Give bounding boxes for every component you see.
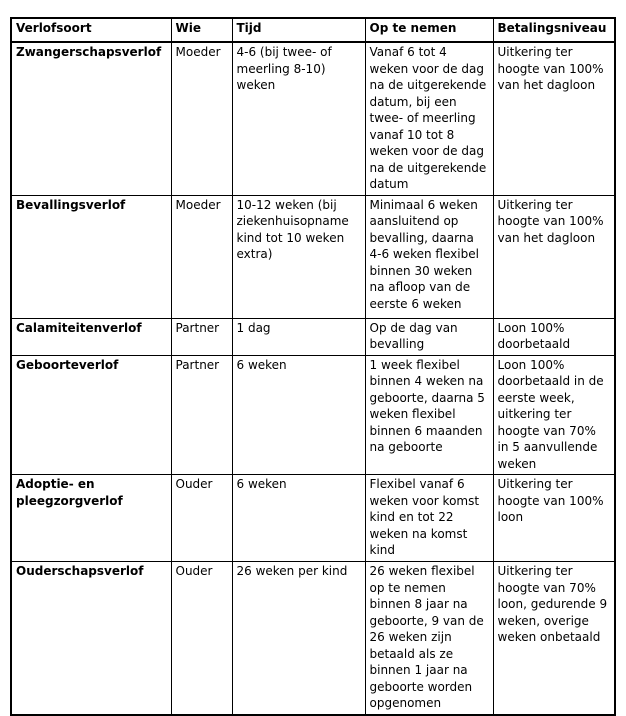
table-row-zwangerschapsverlof (11, 42, 615, 195)
cell-op-te-nemen: Minimaal 6 weken aansluitend op bevalling, daarna 4-6 weken flexibel binnen 30 weken na afloop van de eerste 6 weken (365, 195, 493, 318)
verlof-table (10, 17, 616, 716)
table-row-adoptie-en-pleegzorgverlof (11, 475, 615, 562)
cell-tijd: 4-6 (bij twee- of meerling 8-10) weken (232, 42, 365, 195)
cell-verlofsoort: Zwangerschapsverlof (11, 42, 171, 195)
cell-betalingsniveau: Uitkering ter hoogte van 100% van het dagloon (493, 195, 615, 318)
table-row-calamiteitenverlof (11, 318, 615, 355)
cell-wie: Ouder (171, 475, 232, 562)
cell-wie: Moeder (171, 195, 232, 318)
cell-betalingsniveau: Uitkering ter hoogte van 100% van het dagloon (493, 42, 615, 195)
cell-verlofsoort: Adoptie- en pleegzorgverlof (11, 475, 171, 562)
cell-betalingsniveau: Loon 100% doorbetaald in de eerste week, uitkering ter hoogte van 70% in 5 aanvullende weken (493, 355, 615, 475)
table-row-ouderschapsverlof (11, 562, 615, 715)
cell-verlofsoort: Bevallingsverlof (11, 195, 171, 318)
cell-tijd: 6 weken (232, 355, 365, 475)
table-row-bevallingsverlof (11, 195, 615, 318)
column-header-tijd: Tijd (232, 18, 365, 42)
cell-verlofsoort: Geboorteverlof (11, 355, 171, 475)
cell-op-te-nemen: Vanaf 6 tot 4 weken voor de dag na de uitgerekende datum, bij een twee- of meerling vanaf 10 tot 8 weken voor de dag na de uitgerekende datum (365, 42, 493, 195)
cell-wie: Ouder (171, 562, 232, 715)
cell-wie: Partner (171, 355, 232, 475)
cell-tijd: 10-12 weken (bij ziekenhuisopname kind tot 10 weken extra) (232, 195, 365, 318)
column-header-wie: Wie (171, 18, 232, 42)
cell-tijd: 1 dag (232, 318, 365, 355)
cell-op-te-nemen: Op de dag van bevalling (365, 318, 493, 355)
cell-verlofsoort: Ouderschapsverlof (11, 562, 171, 715)
cell-op-te-nemen: 26 weken flexibel op te nemen binnen 8 jaar na geboorte, 9 van de 26 weken zijn betaald als ze binnen 1 jaar na geboorte worden opgenomen (365, 562, 493, 715)
table-row-geboorteverlof (11, 355, 615, 475)
column-header-betalingsniveau: Betalingsniveau (493, 18, 615, 42)
cell-betalingsniveau: Uitkering ter hoogte van 70% loon, gedurende 9 weken, overige weken onbetaald (493, 562, 615, 715)
column-header-verlofsoort: Verlofsoort (11, 18, 171, 42)
cell-op-te-nemen: Flexibel vanaf 6 weken voor komst kind en tot 22 weken na komst kind (365, 475, 493, 562)
column-header-op-te-nemen: Op te nemen (365, 18, 493, 42)
header-row (11, 18, 615, 42)
cell-tijd: 26 weken per kind (232, 562, 365, 715)
cell-wie: Moeder (171, 42, 232, 195)
cell-betalingsniveau: Loon 100% doorbetaald (493, 318, 615, 355)
cell-verlofsoort: Calamiteitenverlof (11, 318, 171, 355)
cell-op-te-nemen: 1 week flexibel binnen 4 weken na geboorte, daarna 5 weken flexibel binnen 6 maanden na geboorte (365, 355, 493, 475)
cell-wie: Partner (171, 318, 232, 355)
cell-tijd: 6 weken (232, 475, 365, 562)
cell-betalingsniveau: Uitkering ter hoogte van 100% loon (493, 475, 615, 562)
